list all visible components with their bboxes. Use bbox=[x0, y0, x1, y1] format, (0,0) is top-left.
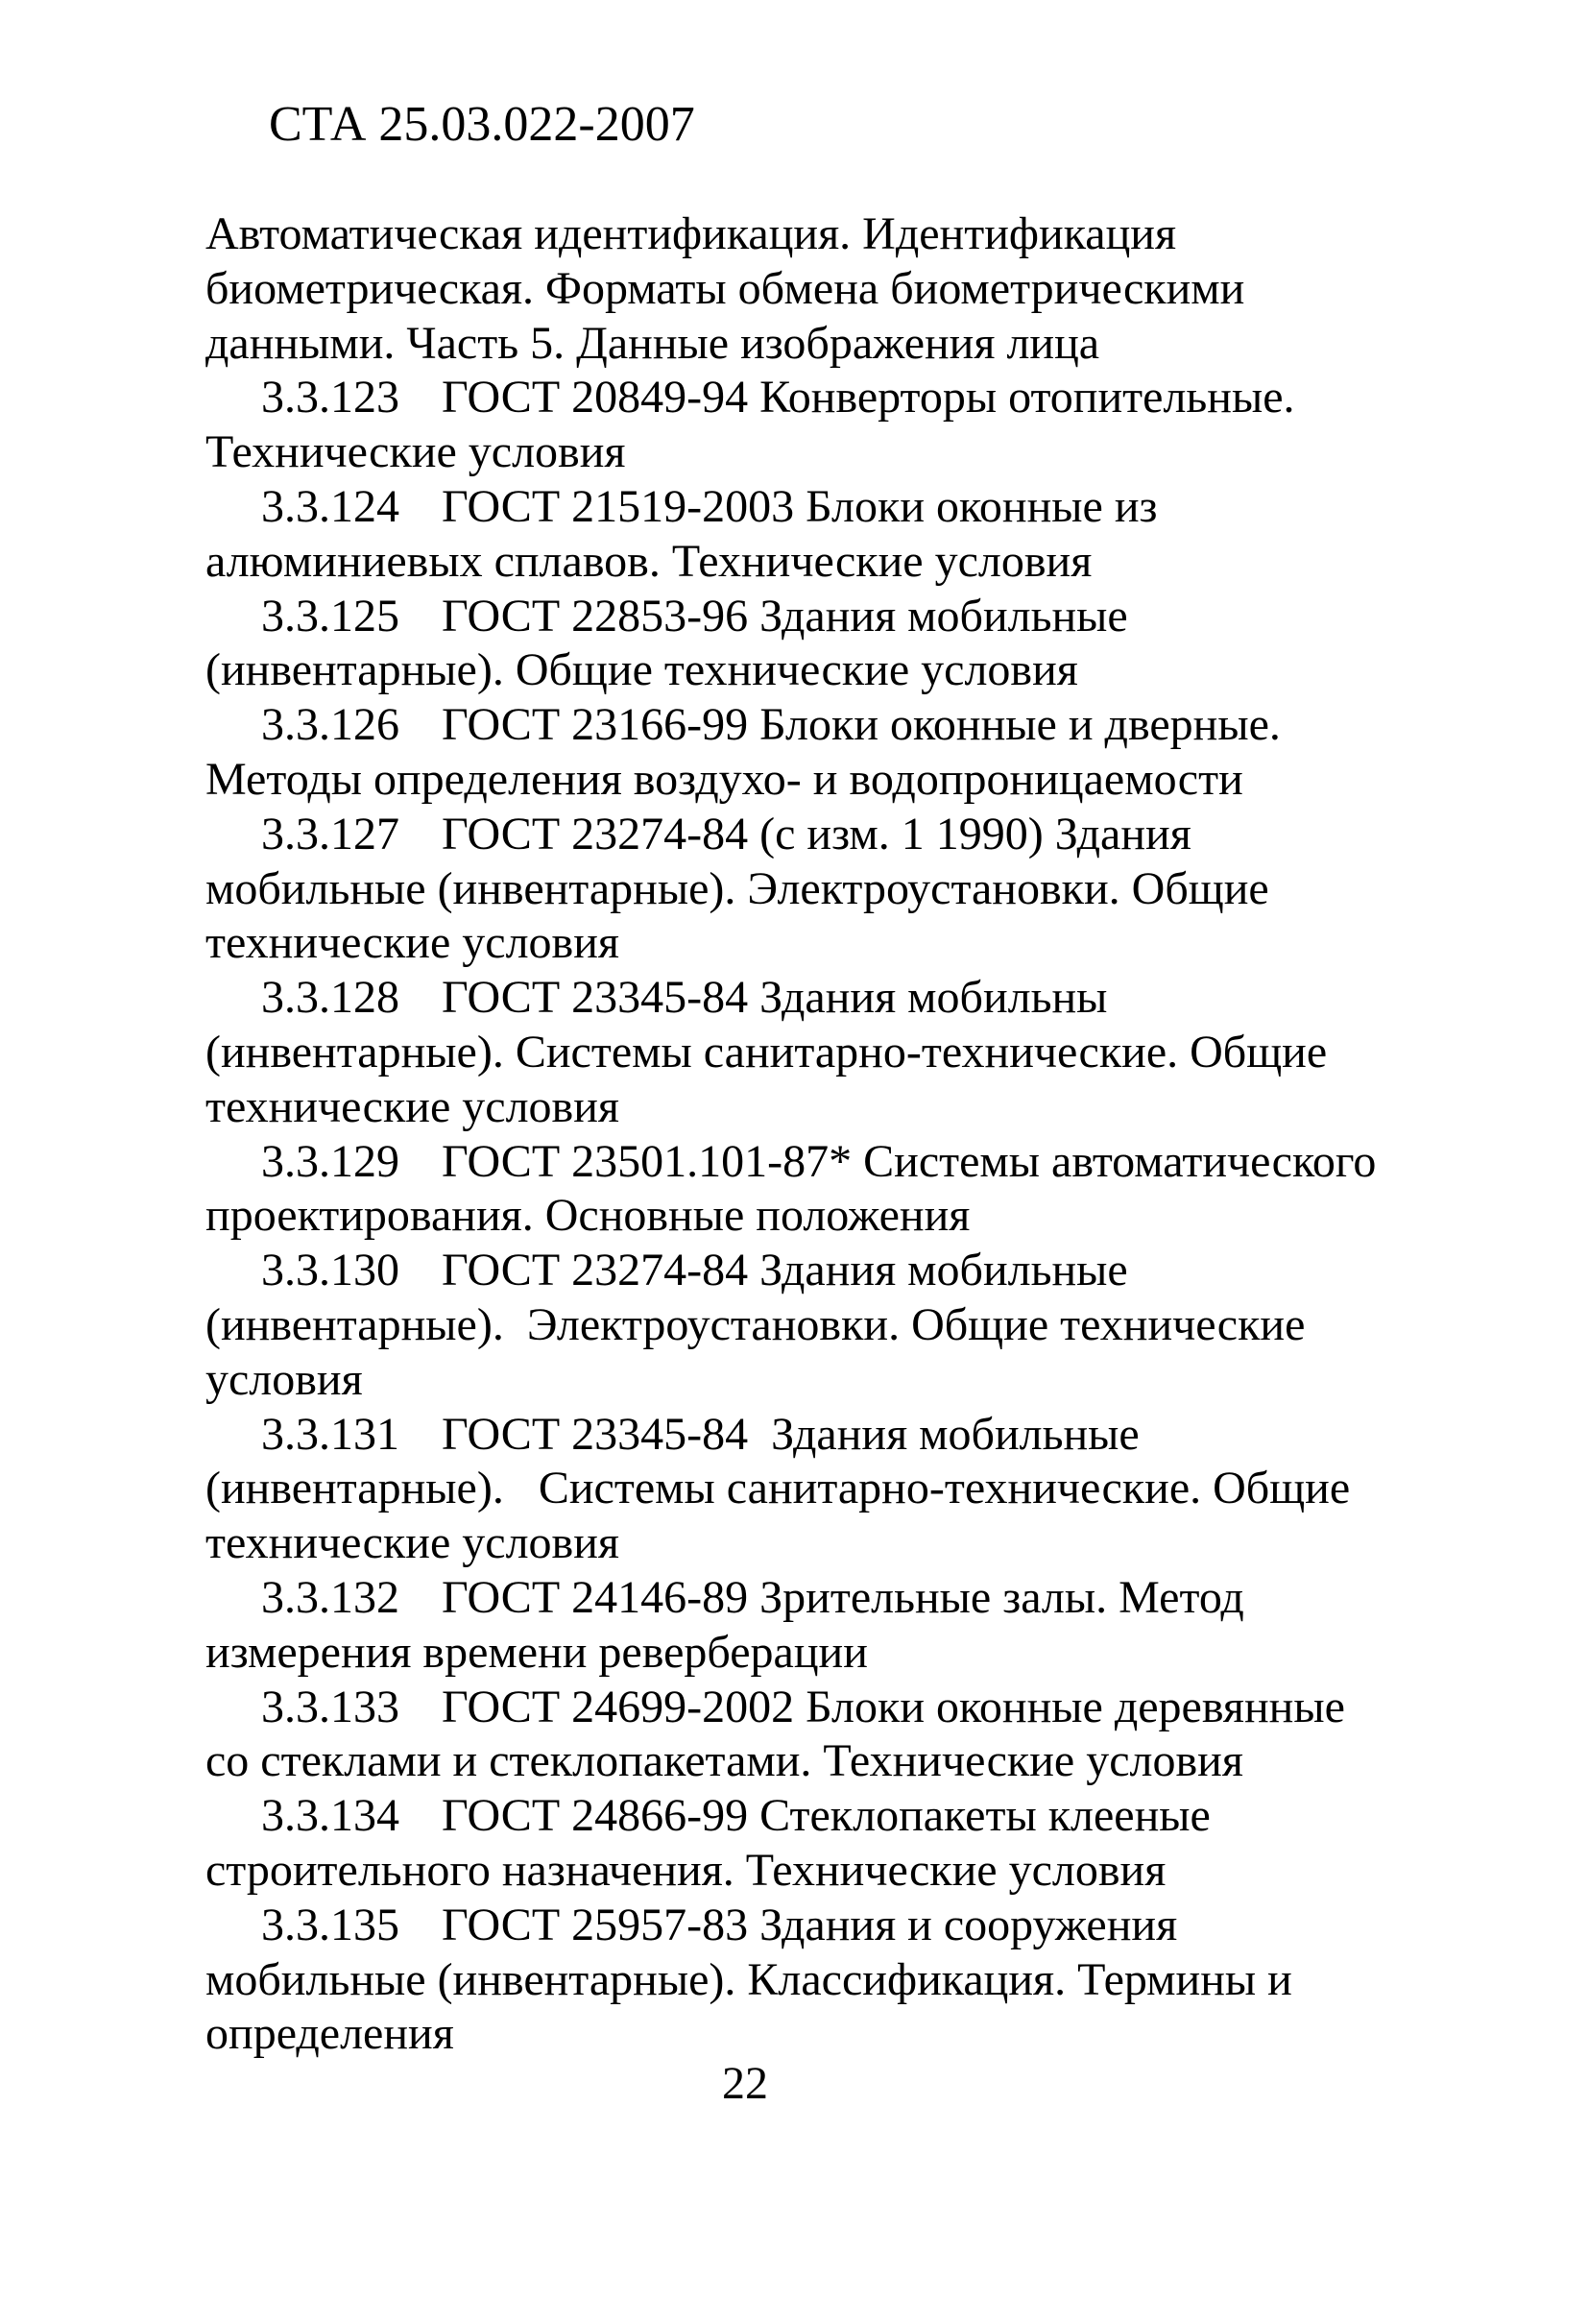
reference-item-text: технические условия bbox=[205, 1517, 619, 1569]
reference-item-text: ГОСТ 23274-84 Здания мобильные bbox=[442, 1245, 1128, 1296]
reference-item-line bbox=[205, 1844, 1454, 1899]
reference-item-number: 3.3.130 bbox=[261, 1245, 399, 1296]
reference-item-text: проектирования. Основные положения bbox=[205, 1190, 971, 1242]
reference-item-number: 3.3.133 bbox=[261, 1681, 399, 1732]
reference-item-text: (инвентарные). Системы санитарно-технические. Общие bbox=[205, 1026, 1328, 1077]
reference-item-text: ГОСТ 20849-94 Конверторы отопительные. bbox=[442, 372, 1295, 424]
reference-item-line bbox=[205, 480, 1454, 535]
reference-item-number: 3.3.129 bbox=[261, 1135, 399, 1187]
reference-item-line bbox=[205, 916, 1454, 971]
reference-item-line bbox=[205, 590, 1454, 644]
reference-item-number: 3.3.135 bbox=[261, 1899, 399, 1950]
reference-item-text: (инвентарные). Электроустановки. Общие технические bbox=[205, 1298, 1306, 1350]
reference-item-text: (инвентарные). Общие технические условия bbox=[205, 644, 1078, 696]
reference-item-line bbox=[205, 1516, 1454, 1571]
reference-item-line bbox=[205, 808, 1454, 862]
reference-item-number: 3.3.127 bbox=[261, 808, 399, 859]
reference-item-text: определения bbox=[205, 2008, 454, 2060]
reference-item-line bbox=[205, 1189, 1454, 1244]
reference-item-text: ГОСТ 22853-96 Здания мобильные bbox=[442, 590, 1128, 642]
reference-item-line bbox=[205, 425, 1454, 480]
reference-item-line bbox=[205, 1681, 1454, 1735]
reference-item-line bbox=[205, 1135, 1454, 1190]
reference-item-line bbox=[205, 1953, 1454, 2008]
reference-item-line bbox=[205, 1408, 1454, 1463]
reference-item-line bbox=[205, 535, 1454, 590]
reference-item-line bbox=[205, 2007, 1454, 2062]
reference-item-line bbox=[205, 371, 1454, 425]
reference-item-number: 3.3.132 bbox=[261, 1571, 399, 1623]
reference-item-text: строительного назначения. Технические условия bbox=[205, 1844, 1167, 1896]
reference-item-line bbox=[205, 1899, 1454, 1953]
reference-item-number: 3.3.123 bbox=[261, 372, 399, 424]
reference-list bbox=[205, 207, 1454, 2062]
reference-item-text: ГОСТ 21519-2003 Блоки оконные из bbox=[442, 480, 1158, 532]
reference-item-line bbox=[205, 698, 1454, 753]
reference-item-line bbox=[205, 1571, 1454, 1626]
page-number: 22 bbox=[722, 2058, 768, 2109]
reference-item-text: условия bbox=[205, 1353, 363, 1405]
intro-line: Автоматическая идентификация. Идентификация bbox=[205, 208, 1177, 259]
reference-item-text: технические условия bbox=[205, 1080, 619, 1132]
reference-item-text: ГОСТ 25957-83 Здания и сооружения bbox=[442, 1899, 1178, 1950]
reference-item-line bbox=[205, 971, 1454, 1026]
reference-item-text: измерения времени реверберации bbox=[205, 1626, 868, 1678]
reference-item-text: мобильные (инвентарные). Классификация. Термины и bbox=[205, 1953, 1292, 2005]
reference-item-line bbox=[205, 1244, 1454, 1298]
reference-item-line bbox=[205, 862, 1454, 917]
reference-item-text: алюминиевых сплавов. Технические условия bbox=[205, 535, 1093, 587]
reference-item-text: Технические условия bbox=[205, 426, 626, 478]
reference-item-line bbox=[205, 1298, 1454, 1353]
reference-item-line bbox=[205, 1026, 1454, 1080]
reference-item-text: ГОСТ 23166-99 Блоки оконные и дверные. bbox=[442, 699, 1281, 751]
reference-item-line bbox=[205, 1734, 1454, 1789]
reference-item-line bbox=[205, 1462, 1454, 1516]
reference-item-number: 3.3.131 bbox=[261, 1408, 399, 1460]
reference-item-number: 3.3.128 bbox=[261, 972, 399, 1024]
reference-item-text: технические условия bbox=[205, 917, 619, 969]
reference-item-line bbox=[205, 1353, 1454, 1408]
reference-item-text: Методы определения воздухо- и водопроницаемости bbox=[205, 753, 1243, 805]
reference-item-line bbox=[205, 1626, 1454, 1681]
reference-item-number: 3.3.125 bbox=[261, 590, 399, 642]
intro-line: биометрическая. Форматы обмена биометрическими bbox=[205, 262, 1245, 314]
reference-item-text: ГОСТ 24699-2002 Блоки оконные деревянные bbox=[442, 1681, 1345, 1732]
reference-item-line bbox=[205, 643, 1454, 698]
reference-item-line bbox=[205, 753, 1454, 808]
reference-item-text: ГОСТ 24146-89 Зрительные залы. Метод bbox=[442, 1571, 1244, 1623]
reference-item-text: ГОСТ 23345-84 Здания мобильны bbox=[442, 972, 1108, 1024]
reference-item-line bbox=[205, 1080, 1454, 1135]
intro-line: данными. Часть 5. Данные изображения лица bbox=[205, 317, 1100, 369]
reference-item-number: 3.3.126 bbox=[261, 699, 399, 751]
reference-item-number: 3.3.134 bbox=[261, 1790, 399, 1842]
reference-item-text: ГОСТ 23274-84 (с изм. 1 1990) Здания bbox=[442, 808, 1191, 859]
document-code-header: СТА 25.03.022-2007 bbox=[269, 97, 695, 152]
reference-item-line bbox=[205, 1789, 1454, 1844]
reference-item-text: ГОСТ 23501.101-87* Системы автоматического bbox=[442, 1135, 1377, 1187]
reference-item-text: (инвентарные). Системы санитарно-технические. Общие bbox=[205, 1463, 1351, 1514]
reference-item-text: ГОСТ 23345-84 Здания мобильные bbox=[442, 1408, 1140, 1460]
reference-item-text: ГОСТ 24866-99 Стеклопакеты клееные bbox=[442, 1790, 1211, 1842]
reference-item-text: со стеклами и стеклопакетами. Технические условия bbox=[205, 1735, 1243, 1787]
reference-item-text: мобильные (инвентарные). Электроустановки. Общие bbox=[205, 862, 1269, 914]
reference-item-number: 3.3.124 bbox=[261, 480, 399, 532]
